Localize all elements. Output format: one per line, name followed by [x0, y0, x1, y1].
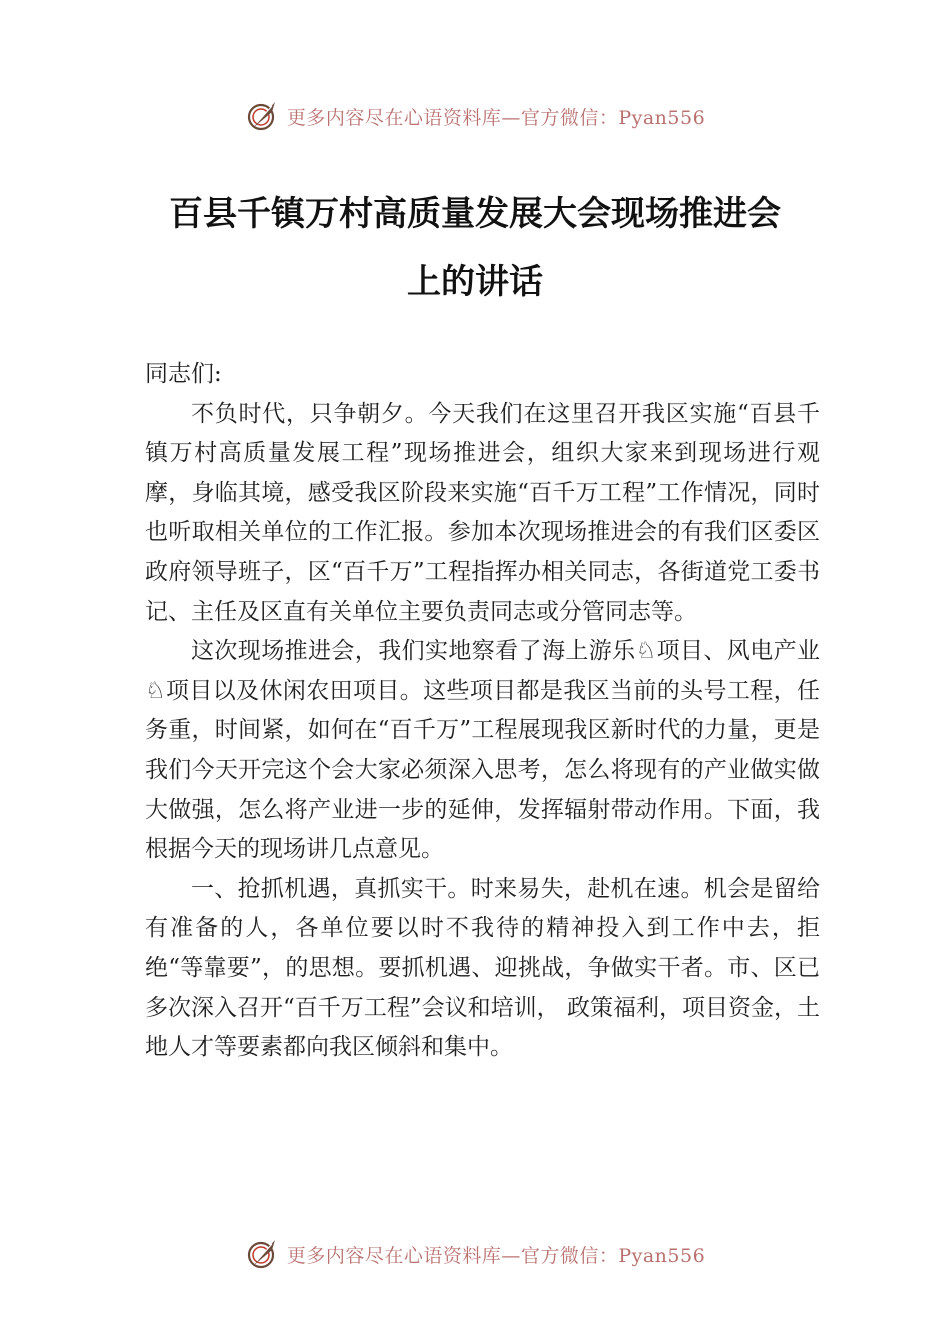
document-title	[100, 180, 850, 316]
quill-pen-logo-icon	[245, 98, 281, 134]
header-banner-text: 更多内容尽在心语资料库—官方微信：Pyan556	[286, 106, 706, 129]
salutation: 同志们:	[145, 361, 222, 387]
quill-pen-logo-icon	[245, 1236, 281, 1272]
title-line-2: 上的讲话	[407, 262, 543, 302]
header-banner	[0, 94, 950, 138]
document-body	[145, 355, 820, 1068]
footer-banner-text: 更多内容尽在心语资料库—官方微信：Pyan556	[286, 1244, 706, 1267]
footer-banner	[0, 1232, 950, 1276]
title-line-1: 百县千镇万村高质量发展大会现场推进会	[169, 194, 781, 234]
paragraph-3: 一、抢抓机遇，真抓实干。时来易失，赴机在速。机会是留给有准备的人，各单位要以时不我待的精神投入到工作中去，拒绝“等靠要”，的思想。要抓机遇、迎挑战，争做实干者。市、区已多次深入召开“百千万工程”会议和培训， 政策福利，项目资金，土地人才等要素都向我区倾斜和集中。	[145, 875, 820, 1061]
paragraph-1: 不负时代，只争朝夕。今天我们在这里召开我区实施“百县千镇万村高质量发展工程”现场推进会，组织大家来到现场进行观摩，身临其境，感受我区阶段来实施“百千万工程”工作情况，同时也听取相关单位的工作汇报。参加本次现场推进会的有我们区委区政府领导班子，区“百千万”工程指挥办相关同志，各街道党工委书记、主任及区直有关单位主要负责同志或分管同志等。	[145, 400, 820, 625]
paragraph-2: 这次现场推进会，我们实地察看了海上游乐♘项目、风电产业♘项目以及休闲农田项目。这些项目都是我区当前的头号工程，任务重，时间紧，如何在“百千万”工程展现我区新时代的力量，更是我们今天开完这个会大家必须深入思考，怎么将现有的产业做实做大做强，怎么将产业进一步的延伸，发挥辐射带动作用。下面，我根据今天的现场讲几点意见。	[145, 638, 820, 863]
